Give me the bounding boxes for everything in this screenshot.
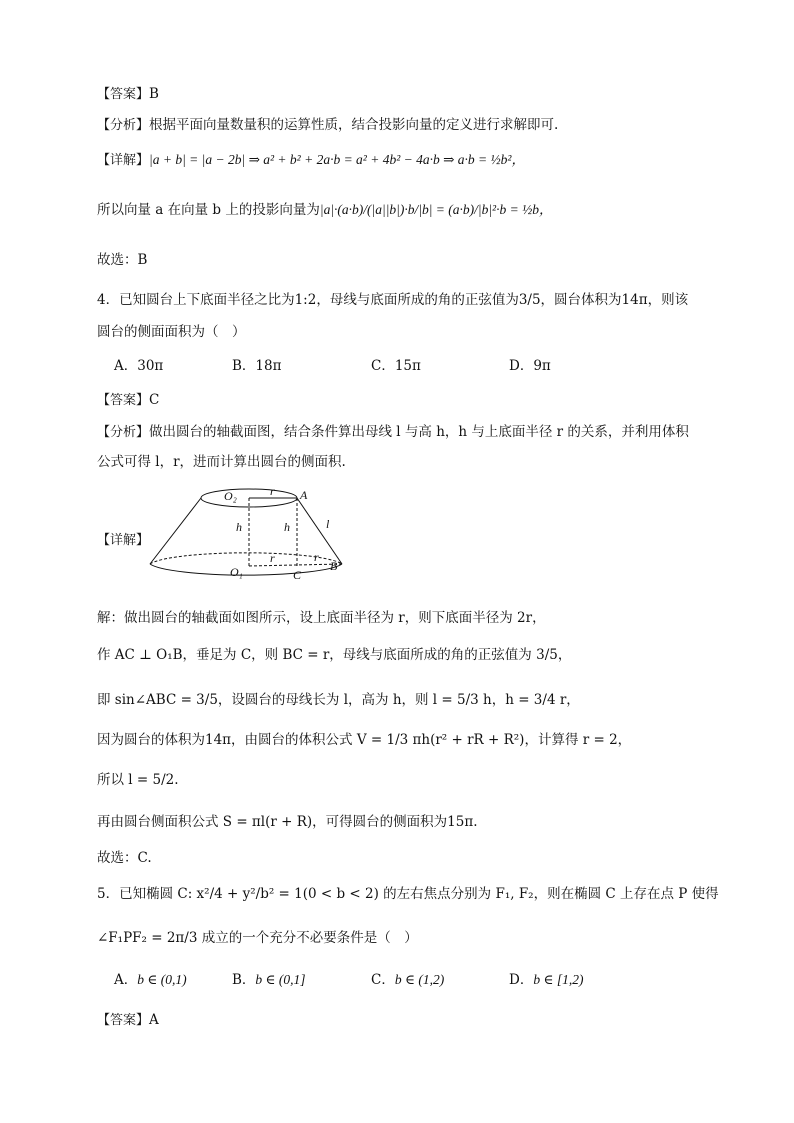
analysis-tag: 【分析】	[97, 425, 150, 440]
label-r-bottom-left: r	[270, 551, 275, 565]
label-o1: O₁	[230, 565, 243, 579]
projection-prefix: 所以向量 a 在向量 b 上的投影向量为	[97, 202, 320, 218]
q4-stem-line1: 4．已知圆台上下底面半径之比为1:2，母线与底面所成的角的正弦值为3/5，圆台体积为14π，则该	[97, 292, 689, 308]
q4-sol-line1: 解：做出圆台的轴截面如图所示，设上底面半径为 r，则下底面半径为 2r，	[97, 610, 546, 626]
q4-analysis-line2: 公式可得 l，r，进而计算出圆台的侧面积.	[97, 454, 346, 470]
q5-option-a: A．b ∈ (0,1)	[114, 972, 187, 988]
q4-sol-line5: 所以 l = 5/2.	[97, 772, 179, 788]
analysis-tag: 【分析】	[97, 118, 150, 133]
q4-answer-line	[97, 390, 159, 411]
label-r-top: r	[270, 484, 275, 498]
q5-option-c: C．b ∈ (1,2)	[371, 972, 445, 988]
label-l: l	[326, 517, 330, 531]
label-c: C	[293, 568, 302, 582]
q3-conclusion: 故选：B	[97, 252, 148, 268]
label-o2: O₂	[224, 489, 237, 503]
analysis-text: 根据平面向量数量积的运算性质，结合投影向量的定义进行求解即可.	[149, 117, 559, 133]
answer-value: C	[149, 392, 160, 408]
projection-formula: |a|·(a·b)/(|a||b|)·b/|b| = (a·b)/|b|²·b = ½b，	[319, 202, 553, 217]
q4-sol-line3: 即 sin∠ABC = 3/5，设圆台的母线长为 l，高为 h，则 l = 5/3 h，h = 3/4 r，	[97, 692, 580, 708]
q5-option-b: B．b ∈ (0,1]	[232, 972, 306, 988]
q3-answer-line	[97, 84, 159, 105]
q5-answer-line	[97, 1010, 159, 1031]
answer-tag: 【答案】	[97, 1013, 150, 1028]
q5-stem-line1: 5．已知椭圆 C: x²/4 + y²/b² = 1(0 < b < 2) 的左右焦点分别为 F₁, F₂，则在椭圆 C 上存在点 P 使得	[97, 886, 719, 902]
q4-stem-line2: 圆台的侧面面积为（ ）	[97, 324, 246, 340]
q4-sol-line2: 作 AC ⊥ O₁B，垂足为 C，则 BC = r，母线与底面所成的角的正弦值为 3/5，	[97, 647, 572, 663]
q4-sol-line6: 再由圆台侧面积公式 S = πl(r + R)，可得圆台的侧面积为15π.	[97, 814, 478, 830]
q4-sol-line4: 因为圆台的体积为14π，由圆台的体积公式 V = 1/3 πh(r² + rR + R²)，计算得 r = 2，	[97, 732, 632, 748]
q5-stem-line2: ∠F₁PF₂ = 2π/3 成立的一个充分不必要条件是（ ）	[97, 930, 418, 946]
q4-detail-tag-line	[97, 530, 149, 551]
q3-projection-line	[97, 200, 552, 220]
label-r-bottom-right: r	[314, 550, 319, 564]
q3-analysis-line	[97, 115, 558, 136]
answer-tag: 【答案】	[97, 393, 150, 408]
label-b: B	[330, 559, 338, 573]
frustum-figure	[148, 484, 348, 582]
q4-analysis-line1	[97, 422, 689, 443]
label-a: A	[300, 488, 308, 502]
detail-tag: 【详解】	[97, 153, 150, 168]
q3-detail-line	[97, 150, 525, 171]
analysis-text: 做出圆台的轴截面图，结合条件算出母线 l 与高 h，h 与上底面半径 r 的关系，并利用体积	[149, 424, 689, 440]
bottom-ellipse-front	[150, 564, 342, 575]
q4-conclusion: 故选：C.	[97, 850, 152, 866]
right-slant	[297, 498, 342, 564]
left-slant	[150, 498, 201, 564]
q4-option-d: D．9π	[509, 358, 551, 374]
q4-option-c: C．15π	[371, 358, 421, 374]
answer-tag: 【答案】	[97, 87, 150, 102]
detail-formula: |a + b| = |a − 2b| ⇒ a² + b² + 2a·b = a² + 4b² − 4a·b ⇒ a·b = ½b²，	[149, 152, 525, 167]
q5-option-d: D．b ∈ [1,2)	[509, 972, 584, 988]
label-h-left: h	[236, 520, 242, 534]
q4-option-b: B．18π	[232, 358, 282, 374]
detail-tag: 【详解】	[97, 533, 150, 548]
answer-value: B	[149, 86, 159, 102]
answer-value: A	[149, 1012, 159, 1028]
bottom-radius	[249, 564, 342, 566]
q4-option-a: A．30π	[114, 358, 164, 374]
label-h-right: h	[284, 520, 290, 534]
